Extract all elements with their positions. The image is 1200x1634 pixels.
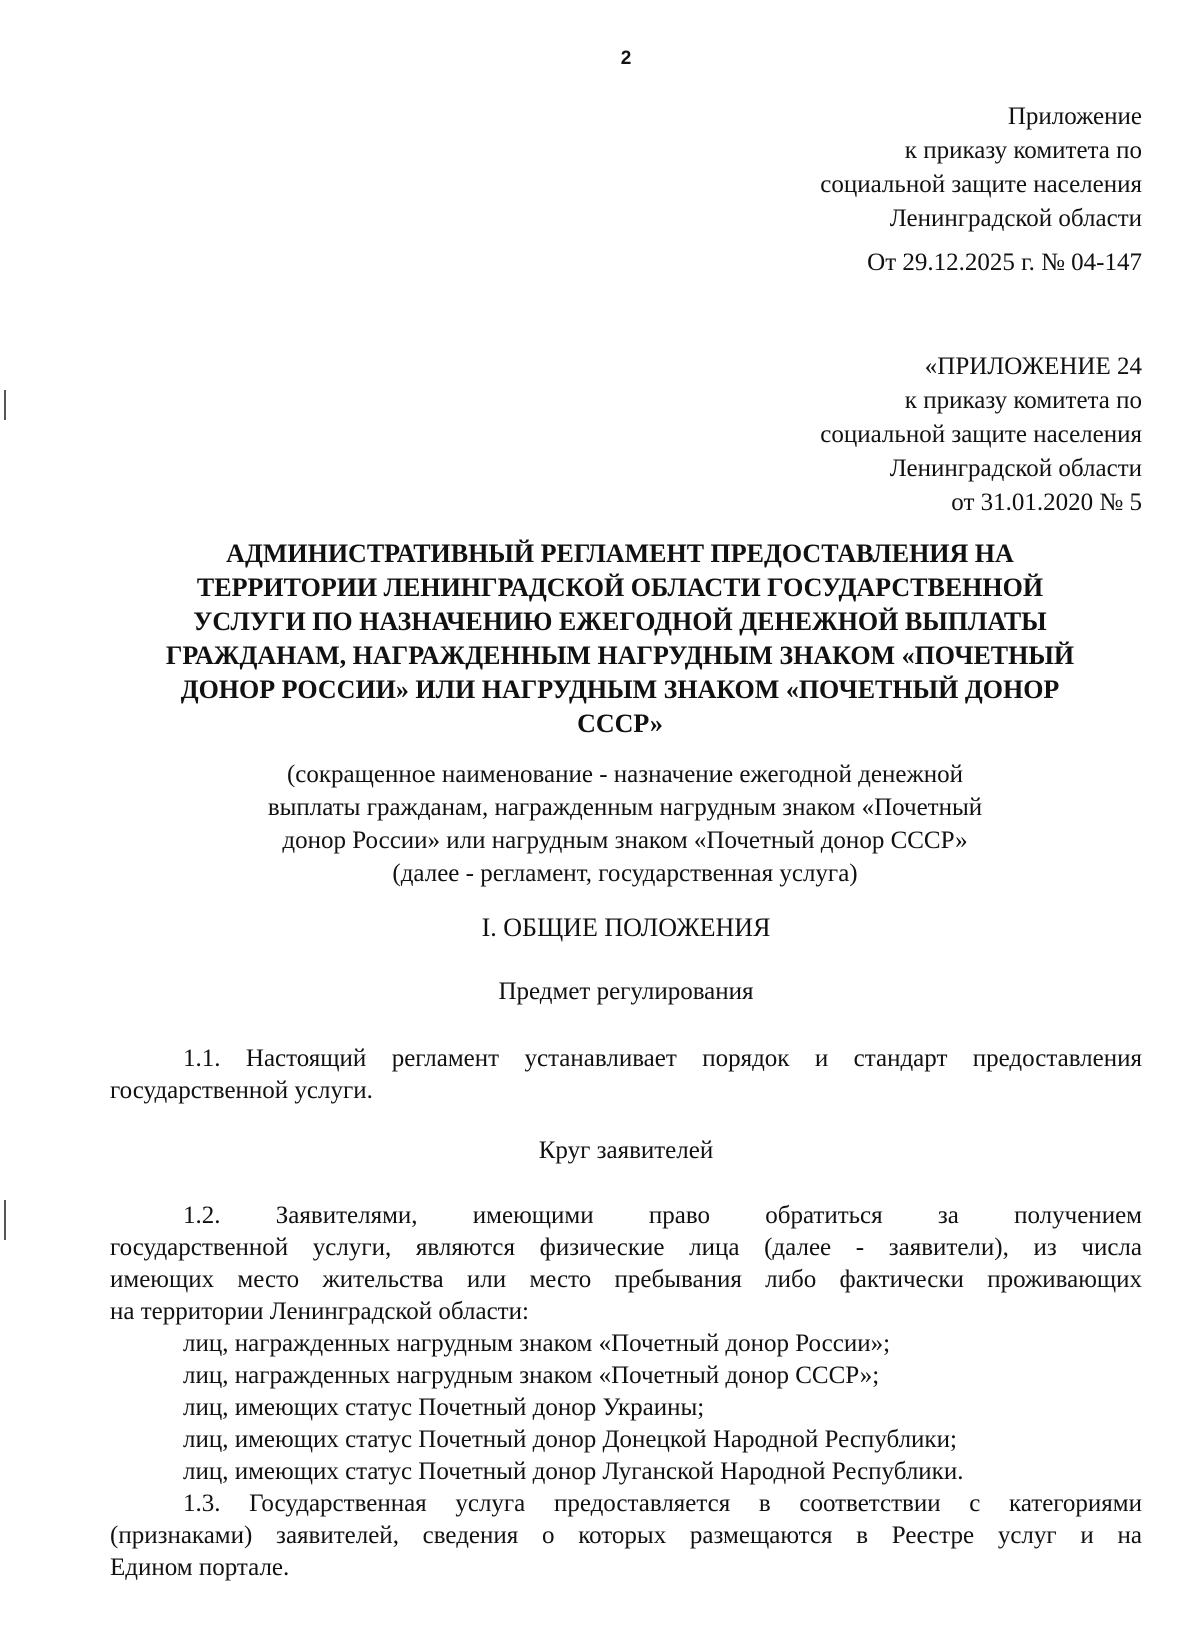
paragraph-1-2	[110, 1200, 1142, 1328]
title-line: ДОНОР РОССИИ» ИЛИ НАГРУДНЫМ ЗНАКОМ «ПОЧЕТНЫЙ ДОНОР	[180, 675, 1060, 704]
paragraph-1-1	[110, 1043, 1142, 1107]
list-item: лиц, имеющих статус Почетный донор Украины;	[183, 1394, 705, 1421]
scan-margin-mark	[4, 390, 6, 420]
appendix-header-line: к приказу комитета по	[904, 137, 1142, 164]
title-line: СССР»	[577, 709, 663, 738]
paragraph-line: Едином портале.	[110, 1554, 290, 1581]
paragraph-line: 1.3. Государственная услуга предоставляется в соответствии с категориями	[183, 1490, 1142, 1517]
list-item: лиц, награжденных нагрудным знаком «Почетный донор России»;	[183, 1330, 891, 1357]
paragraph-line: 1.2. Заявителями, имеющими право обратиться за получением	[183, 1202, 1142, 1229]
title-line: УСЛУГИ ПО НАЗНАЧЕНИЮ ЕЖЕГОДНОЙ ДЕНЕЖНОЙ ВЫПЛАТЫ	[193, 607, 1047, 636]
appendix-24-header	[820, 350, 1142, 520]
appendix-24-line: Ленинградской области	[889, 455, 1142, 482]
short-name-note	[150, 758, 1100, 890]
page-number: 2	[620, 48, 632, 69]
short-name-line: донор России» или нагрудным знаком «Почетный донор СССР»	[282, 827, 968, 854]
paragraph-line: государственной услуги.	[110, 1077, 373, 1104]
appendix-header	[820, 100, 1142, 236]
paragraph-line: государственной услуги, являются физические лица (далее - заявители), из числа	[110, 1234, 1142, 1261]
short-name-line: выплаты гражданам, награжденным нагрудным знаком «Почетный	[267, 794, 983, 821]
paragraph-line: 1.1. Настоящий регламент устанавливает порядок и стандарт предоставления	[183, 1045, 1142, 1072]
appendix-header-line: социальной защите населения	[820, 171, 1142, 198]
appendix-24-line: «ПРИЛОЖЕНИЕ 24	[924, 353, 1142, 380]
paragraph-line: имеющих место жительства или место пребывания либо фактически проживающих	[110, 1266, 1142, 1293]
paragraph-line: на территории Ленинградской области:	[110, 1298, 529, 1325]
section-heading: I. ОБЩИЕ ПОЛОЖЕНИЯ	[481, 913, 771, 942]
title-line: ТЕРРИТОРИИ ЛЕНИНГРАДСКОЙ ОБЛАСТИ ГОСУДАРСТВЕННОЙ	[196, 573, 1044, 602]
appendix-header-line: Приложение	[1007, 103, 1142, 130]
appendix-header-line: Ленинградской области	[889, 205, 1142, 232]
subsection-heading: Предмет регулирования	[498, 978, 754, 1005]
title-line: АДМИНИСТРАТИВНЫЙ РЕГЛАМЕНТ ПРЕДОСТАВЛЕНИЯ НА	[226, 539, 1014, 568]
paragraph-1-3	[110, 1488, 1142, 1584]
list-item: лиц, имеющих статус Почетный донор Донецкой Народной Республики;	[183, 1426, 957, 1453]
appendix-24-line: от 31.01.2020 № 5	[951, 489, 1142, 516]
order-reference: От 29.12.2025 г. № 04-147	[867, 249, 1142, 276]
title-line: ГРАЖДАНАМ, НАГРАЖДЕННЫМ НАГРУДНЫМ ЗНАКОМ «ПОЧЕТНЫЙ	[165, 641, 1075, 670]
paragraph-line: (признаками) заявителей, сведения о которых размещаются в Реестре услуг и на	[110, 1522, 1142, 1549]
scan-margin-mark	[4, 1200, 6, 1240]
list-item: лиц, имеющих статус Почетный донор Луганской Народной Республики.	[183, 1458, 964, 1485]
short-name-line: (далее - регламент, государственная услуга)	[392, 860, 858, 887]
appendix-24-line: социальной защите населения	[820, 421, 1142, 448]
applicant-list	[183, 1328, 963, 1488]
short-name-line: (сокращенное наименование - назначение ежегодной денежной	[286, 761, 963, 788]
document-title	[100, 537, 1140, 741]
appendix-24-line: к приказу комитета по	[904, 387, 1142, 414]
subsection-heading: Круг заявителей	[538, 1137, 714, 1164]
list-item: лиц, награжденных нагрудным знаком «Почетный донор СССР»;	[183, 1362, 880, 1389]
